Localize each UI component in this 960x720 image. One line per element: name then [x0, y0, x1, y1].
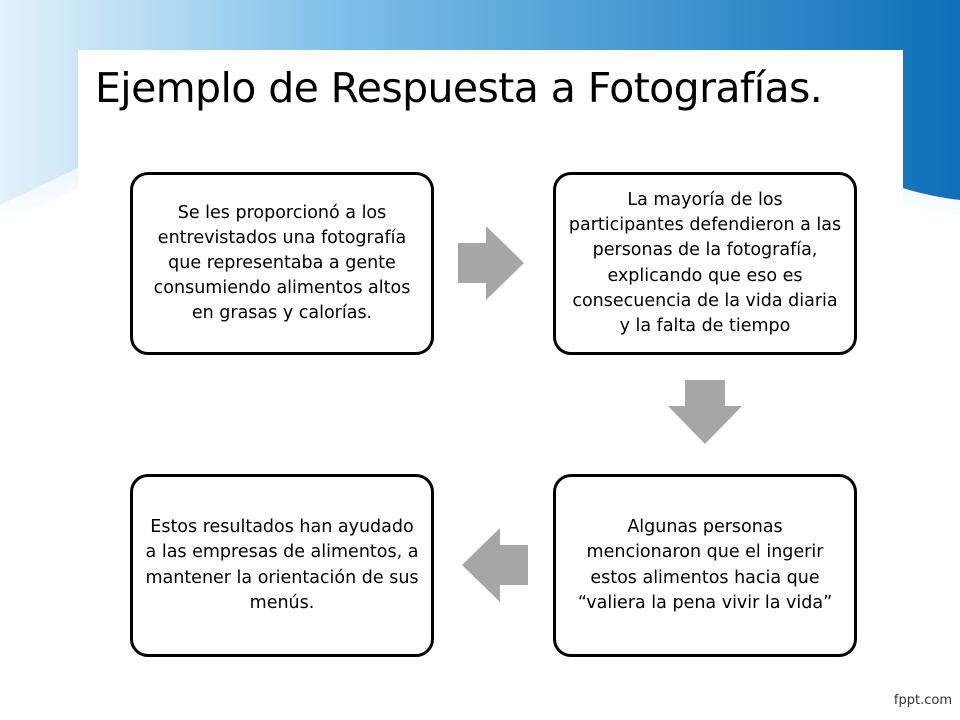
arrow-down-icon	[668, 380, 742, 444]
step-text-2: La mayoría de los participantes defendieron a las personas de la fotografía, explicando que eso es consecuencia de la vida diaria y la falta de tiempo	[568, 189, 842, 336]
step-box-1	[130, 172, 434, 355]
step-text-3: Algunas personas mencionaron que el ingerir estos alimentos hacia que “valiera la pena vivir la vida”	[577, 517, 833, 613]
step-box-3	[553, 474, 857, 657]
arrow-left-icon	[462, 528, 528, 602]
arrow-right-icon	[458, 226, 524, 300]
step-text-4: Estos resultados han ayudado a las empresas de alimentos, a mantener la orientación de sus menús.	[145, 517, 419, 613]
slide-title: Ejemplo de Respuesta a Fotografías.	[95, 64, 823, 112]
step-box-4	[130, 474, 434, 657]
step-text-1: Se les proporcionó a los entrevistados una fotografía que representaba a gente consumiendo alimentos altos en grasas y calorías.	[153, 202, 411, 324]
step-box-2	[553, 172, 857, 355]
credit-text: fppt.com	[893, 693, 952, 708]
